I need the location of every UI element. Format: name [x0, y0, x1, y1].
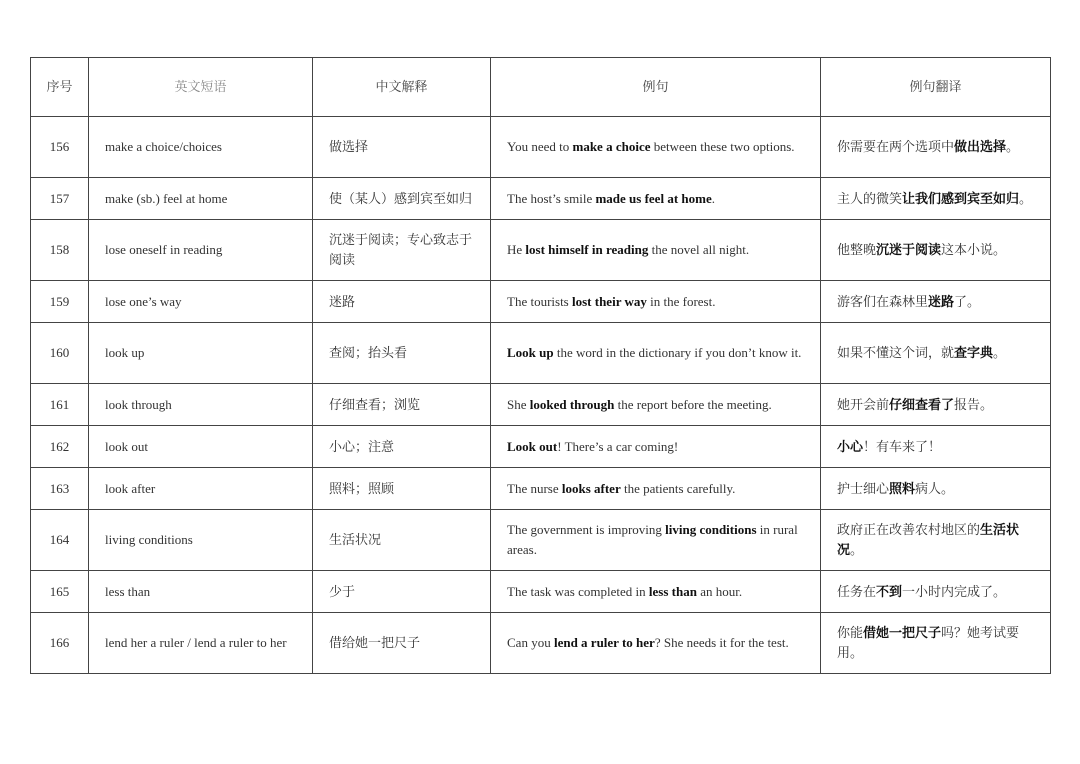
example-translation-highlight: 不到 [876, 583, 903, 599]
example-translation-text: 吗？她考试要用。 [837, 625, 1020, 660]
example-sentence-highlight: make a choice [572, 139, 651, 154]
example-translation-text: 。 [1019, 190, 1033, 206]
header-num: 序号 [31, 58, 89, 117]
header-phrase: 英文短语 [89, 58, 313, 117]
row-number: 162 [31, 426, 89, 468]
example-translation-highlight: 借她一把尺子 [863, 625, 942, 640]
example-sentence-highlight: lost himself in reading [525, 242, 649, 257]
example-translation [821, 426, 1051, 468]
english-phrase: look out [89, 426, 313, 468]
example-translation-text: 他整晚 [837, 242, 877, 257]
example-translation-text: 你能 [837, 625, 864, 640]
example-sentence-text: You need to [507, 139, 573, 154]
chinese-meaning: 生活状况 [313, 510, 491, 571]
example-translation [821, 571, 1051, 613]
example-translation-text: 你需要在两个选项中 [837, 139, 955, 154]
example-translation [821, 613, 1051, 674]
chinese-meaning: 小心；注意 [313, 426, 491, 468]
header-meaning: 中文解释 [313, 58, 491, 117]
example-sentence-text: the report before the meeting. [614, 396, 772, 412]
example-sentence-text: between these two options. [650, 139, 795, 154]
example-translation-text: 了。 [954, 293, 981, 309]
example-translation [821, 178, 1051, 220]
example-sentence [491, 281, 821, 323]
example-sentence-text: an hour. [696, 583, 743, 599]
example-sentence-text: He [507, 242, 526, 257]
example-translation [821, 384, 1051, 426]
chinese-meaning: 迷路 [313, 281, 491, 323]
example-sentence-text: Can you [507, 635, 554, 650]
example-sentence [491, 220, 821, 281]
phrase-table [30, 57, 1051, 674]
example-sentence-highlight: Look out [507, 438, 558, 454]
row-number: 163 [31, 468, 89, 510]
header-row [31, 58, 1051, 117]
example-sentence-highlight: looks after [561, 480, 621, 496]
example-sentence-text: ! There’s a car coming! [557, 438, 679, 454]
example-translation-text: 报告。 [954, 396, 994, 412]
example-translation-text: 游客们在森林里 [837, 293, 929, 309]
chinese-meaning: 借给她一把尺子 [313, 613, 491, 674]
example-sentence-text: The tourists [507, 293, 572, 309]
example-translation-highlight: 生活状况 [837, 522, 1020, 557]
row-number: 156 [31, 117, 89, 178]
chinese-meaning: 仔细查看；浏览 [313, 384, 491, 426]
english-phrase: make a choice/choices [89, 117, 313, 178]
example-translation-text: 这本小说。 [941, 242, 1007, 257]
table-row [31, 384, 1051, 426]
example-sentence-text: in the forest. [646, 293, 716, 309]
example-translation-text: 病人。 [915, 480, 955, 496]
table-row [31, 220, 1051, 281]
english-phrase: look up [89, 323, 313, 384]
english-phrase: look through [89, 384, 313, 426]
example-sentence [491, 510, 821, 571]
example-sentence-highlight: lost their way [572, 293, 647, 309]
table-row [31, 571, 1051, 613]
example-sentence-highlight: Look up [507, 345, 554, 360]
chinese-meaning: 查阅；抬头看 [313, 323, 491, 384]
example-translation-highlight: 小心 [837, 438, 864, 454]
example-sentence [491, 323, 821, 384]
example-sentence [491, 426, 821, 468]
example-translation-text: 。 [993, 345, 1007, 360]
example-translation-text: 。 [1006, 139, 1020, 154]
row-number: 159 [31, 281, 89, 323]
example-sentence-highlight: less than [648, 583, 697, 599]
example-translation-text: ！有车来了！ [863, 438, 942, 454]
example-translation-text: 任务在 [837, 583, 877, 599]
example-sentence-highlight: made us feel at home [595, 190, 712, 206]
english-phrase: make (sb.) feel at home [89, 178, 313, 220]
example-translation [821, 468, 1051, 510]
table-row [31, 468, 1051, 510]
table-row [31, 613, 1051, 674]
chinese-meaning: 沉迷于阅读；专心致志于阅读 [313, 220, 491, 281]
table-row [31, 426, 1051, 468]
example-translation-text: 主人的微笑 [837, 190, 903, 206]
example-translation-text: 政府正在改善农村地区的 [837, 522, 981, 537]
header-example: 例句 [491, 58, 821, 117]
example-translation-text: 一小时内完成了。 [902, 583, 1007, 599]
example-sentence [491, 468, 821, 510]
table-row [31, 281, 1051, 323]
example-translation-highlight: 查字典 [954, 345, 994, 360]
example-sentence-text: the patients carefully. [620, 480, 736, 496]
example-sentence-text: in rural areas. [507, 522, 798, 557]
table-body [31, 117, 1051, 674]
english-phrase: less than [89, 571, 313, 613]
row-number: 166 [31, 613, 89, 674]
example-sentence-text: the word in the dictionary if you don’t know it. [553, 345, 802, 360]
english-phrase: lose one’s way [89, 281, 313, 323]
row-number: 157 [31, 178, 89, 220]
example-sentence-highlight: looked through [529, 396, 615, 412]
chinese-meaning: 少于 [313, 571, 491, 613]
table-row [31, 323, 1051, 384]
example-translation-highlight: 做出选择 [954, 139, 1007, 154]
example-sentence [491, 613, 821, 674]
example-translation-highlight: 让我们感到宾至如归 [902, 190, 1020, 206]
example-sentence-highlight: living conditions [665, 522, 757, 537]
example-translation [821, 117, 1051, 178]
example-sentence-text: . [711, 190, 715, 206]
example-translation-highlight: 照料 [889, 480, 916, 496]
table-row [31, 178, 1051, 220]
example-translation-text: 。 [850, 542, 864, 557]
english-phrase: lend her a ruler / lend a ruler to her [89, 613, 313, 674]
example-sentence-text: the novel all night. [648, 242, 750, 257]
example-sentence-text: The task was completed in [507, 583, 649, 599]
example-sentence [491, 571, 821, 613]
example-translation-text: 护士细心 [837, 480, 890, 496]
example-translation-highlight: 仔细查看了 [889, 396, 955, 412]
example-translation [821, 510, 1051, 571]
example-translation [821, 323, 1051, 384]
example-translation-text: 如果不懂这个词，就 [837, 345, 955, 360]
example-translation-text: 她开会前 [837, 396, 890, 412]
example-sentence-text: The government is improving [507, 522, 666, 537]
row-number: 158 [31, 220, 89, 281]
row-number: 164 [31, 510, 89, 571]
example-sentence-text: The host’s smile [507, 190, 596, 206]
row-number: 165 [31, 571, 89, 613]
table-row [31, 510, 1051, 571]
example-sentence [491, 178, 821, 220]
example-sentence-text: ? She needs it for the test. [654, 635, 789, 650]
row-number: 160 [31, 323, 89, 384]
chinese-meaning: 使（某人）感到宾至如归 [313, 178, 491, 220]
example-translation [821, 281, 1051, 323]
english-phrase: look after [89, 468, 313, 510]
english-phrase: lose oneself in reading [89, 220, 313, 281]
example-translation [821, 220, 1051, 281]
english-phrase: living conditions [89, 510, 313, 571]
example-sentence [491, 384, 821, 426]
header-translation: 例句翻译 [821, 58, 1051, 117]
example-sentence-text: The nurse [507, 480, 562, 496]
example-sentence-text: She [507, 396, 530, 412]
example-sentence-highlight: lend a ruler to her [553, 635, 655, 650]
example-translation-highlight: 沉迷于阅读 [876, 242, 942, 257]
chinese-meaning: 照料；照顾 [313, 468, 491, 510]
table-row [31, 117, 1051, 178]
example-translation-highlight: 迷路 [928, 293, 955, 309]
example-sentence [491, 117, 821, 178]
chinese-meaning: 做选择 [313, 117, 491, 178]
row-number: 161 [31, 384, 89, 426]
